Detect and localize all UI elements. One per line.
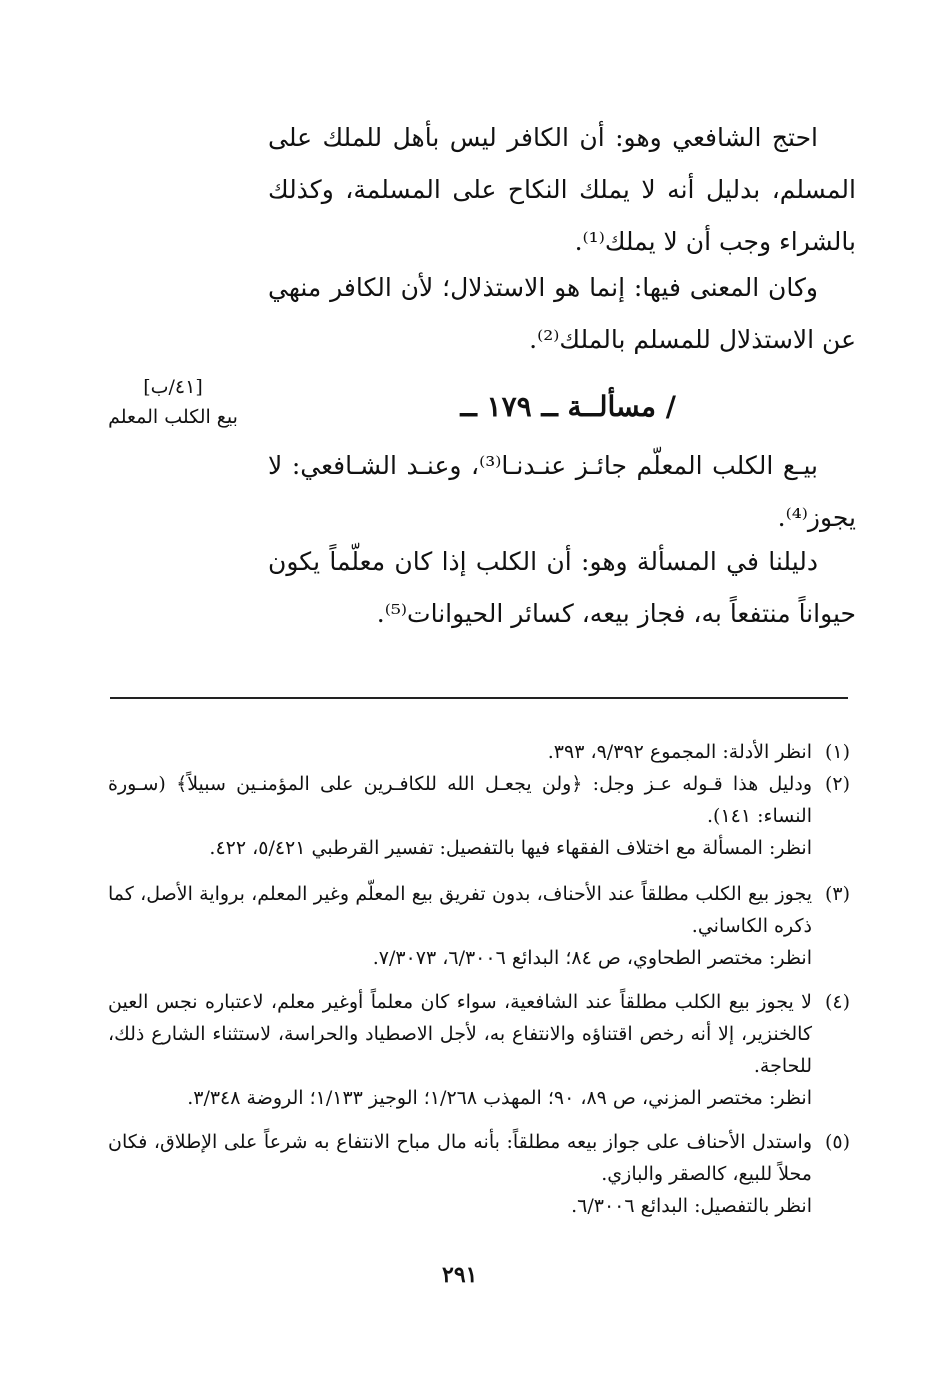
footnote-1 — [108, 736, 850, 768]
page-number: ٢٩١ — [442, 1262, 478, 1288]
footnote-number: (٣) — [824, 883, 850, 905]
footnote-3 — [108, 878, 850, 974]
margin-note-title: بيع الكلب المعلم — [108, 406, 238, 428]
paragraph-3: بيـع الكلب المعلّم جائـز عنـدنـا⁽³⁾، وعنـد الشـافعي: لا يجوز⁽⁴⁾. — [268, 451, 856, 532]
footnote-text: يجوز بيع الكلب مطلقاً عند الأحناف، بدون تفريق بيع المعلّم وغير المعلم، برواية الأصل، كما ذكره الكاساني. — [108, 883, 812, 937]
margin-note — [98, 372, 248, 432]
issue-heading: / مسألــة ــ ١٧٩ ــ — [460, 390, 676, 423]
footnote-separator — [110, 697, 848, 699]
footnote-number: (٤) — [824, 991, 850, 1013]
footnote-number: (١) — [824, 741, 850, 763]
footnote-reference: انظر: المسألة مع اختلاف الفقهاء فيها بالتفصيل: تفسير القرطبي ٥/٤٢١، ٤٢٢. — [209, 837, 812, 859]
footnote-2 — [108, 768, 850, 864]
folio-reference: [٤١/ب] — [143, 376, 203, 398]
footnote-text: واستدل الأحناف على جواز بيعه مطلقاً: بأنه مال مباح الانتفاع به شرعاً على الإطلاق، فكان محلاً للبيع، كالصقر والبازي. — [108, 1131, 812, 1185]
paragraph-4: دليلنا في المسألة وهو: أن الكلب إذا كان معلّماً يكون حيواناً منتفعاً به، فجاز بيعه، كسائر الحيوانات⁽⁵⁾. — [268, 547, 856, 628]
footnote-5 — [108, 1126, 850, 1222]
footnote-number: (٥) — [824, 1131, 850, 1153]
footnote-text: انظر الأدلة: المجموع ٩/٣٩٢، ٣٩٣. — [547, 741, 812, 763]
paragraph-2: وكان المعنى فيها: إنما هو الاستذلال؛ لأن الكافر منهي عن الاستذلال للمسلم بالملك⁽²⁾. — [268, 273, 856, 354]
footnote-text: لا يجوز بيع الكلب مطلقاً عند الشافعية، سواء كان معلماً أوغير معلم، لاعتباره نجس العين كالخنزير، إلا أنه رخص اقتناؤه والانتفاع به، لأجل الاصطياد والحراسة، لاستثناء الشارع ذلك، للحاجة. — [108, 991, 812, 1077]
footnote-reference: انظر بالتفصيل: البدائع ٦/٣٠٠٦. — [571, 1195, 812, 1217]
footnote-reference: انظر: مختصر المزني، ص ٨٩، ٩٠؛ المهذب ١/٢٦٨؛ الوجيز ١/١٣٣؛ الروضة ٣/٣٤٨. — [187, 1087, 812, 1109]
footnote-reference: انظر: مختصر الطحاوي، ص ٨٤؛ البدائع ٦/٣٠٠٦، ٧/٣٠٧٣. — [372, 947, 812, 969]
footnote-number: (٢) — [824, 773, 850, 795]
footnote-4 — [108, 986, 850, 1114]
paragraph-1: احتج الشافعي وهو: أن الكافر ليس بأهل للملك على المسلم، بدليل أنه لا يملك النكاح على المسلمة، وكذلك بالشراء وجب أن لا يملك⁽¹⁾. — [268, 123, 856, 256]
footnote-text: ودليل هذا قـوله عـز وجل: ﴿ولن يجعـل الله للكافـرين على المؤمنـين سبيلاً﴾ (سـورة النساء: ١٤١). — [108, 773, 812, 827]
